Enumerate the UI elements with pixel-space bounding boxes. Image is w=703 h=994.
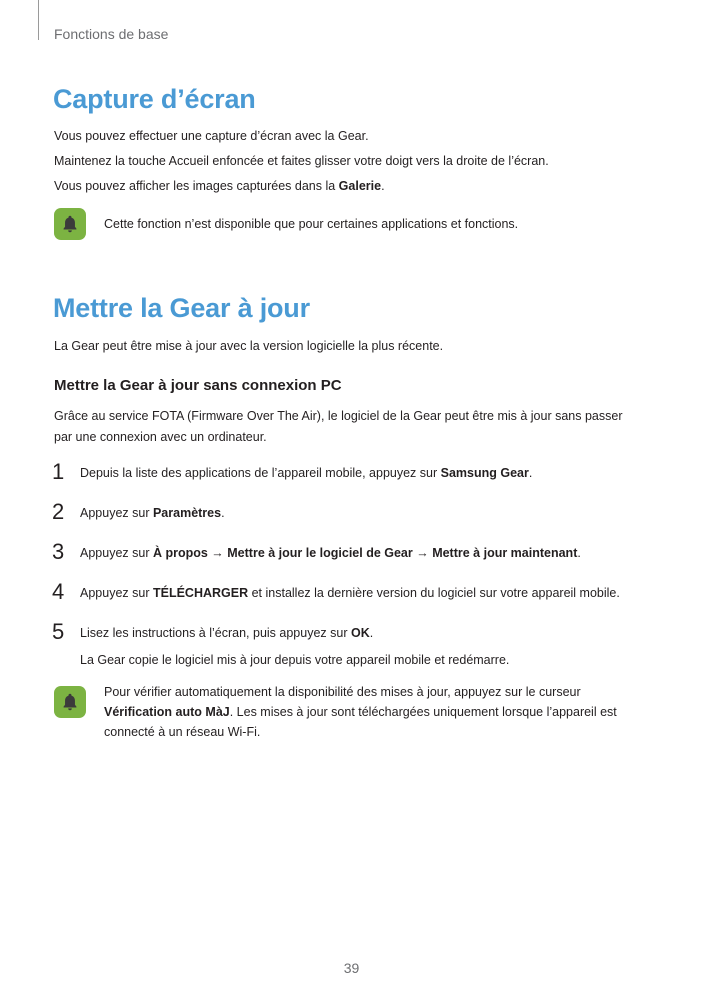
update-subheading: Mettre la Gear à jour sans connexion PC [54, 377, 342, 394]
step-number: 4 [52, 579, 65, 604]
fota-line-2: par une connexion avec un ordinateur. [54, 430, 267, 444]
step-text: Lisez les instructions à l’écran, puis appuyez sur OK. [80, 626, 374, 640]
header-rule [38, 0, 39, 40]
step-number: 5 [52, 619, 65, 644]
screenshot-line-3: Vous pouvez afficher les images capturées dans la Galerie. [54, 179, 385, 193]
bell-icon [54, 686, 86, 718]
fota-line-1: Grâce au service FOTA (Firmware Over The Air), le logiciel de la Gear peut être mis à jour sans passer [54, 409, 623, 423]
step-5-detail: La Gear copie le logiciel mis à jour depuis votre appareil mobile et redémarre. [80, 653, 510, 667]
step-number: 1 [52, 459, 65, 484]
note-box-update [54, 686, 654, 748]
page-number: 39 [343, 960, 360, 976]
step-text: Depuis la liste des applications de l’appareil mobile, appuyez sur Samsung Gear. [80, 466, 533, 480]
note-text: Cette fonction n’est disponible que pour certaines applications et fonctions. [104, 217, 519, 231]
step-number: 2 [52, 499, 65, 524]
update-intro: La Gear peut être mise à jour avec la version logicielle la plus récente. [54, 339, 444, 353]
screenshot-line-2: Maintenez la touche Accueil enfoncée et faites glisser votre doigt vers la droite de l’écran. [54, 154, 549, 168]
gallery-term: Galerie [338, 179, 382, 193]
update-heading: Mettre la Gear à jour [53, 293, 310, 323]
section-label: Fonctions de base [54, 26, 169, 42]
bell-icon [54, 208, 86, 240]
screenshot-heading: Capture d’écran [53, 84, 256, 114]
note-text: Pour vérifier automatiquement la disponibilité des mises à jour, appuyez sur le curseur Vérification auto MàJ. Les mises à jour sont téléchargées uniquement lorsque l’appareil est connecté à un réseau Wi-Fi. [104, 685, 617, 739]
auto-update-setting: Vérification auto MàJ [104, 705, 230, 719]
screenshot-line-1: Vous pouvez effectuer une capture d’écran avec la Gear. [54, 129, 369, 143]
note-box-screenshot [54, 208, 654, 240]
step-text: Appuyez sur TÉLÉCHARGER et installez la dernière version du logiciel sur votre appareil mobile. [80, 586, 620, 600]
step-text: Appuyez sur Paramètres. [80, 506, 225, 520]
step-text: Appuyez sur À propos → Mettre à jour le logiciel de Gear → Mettre à jour maintenant. [80, 546, 581, 560]
step-number: 3 [52, 539, 65, 564]
